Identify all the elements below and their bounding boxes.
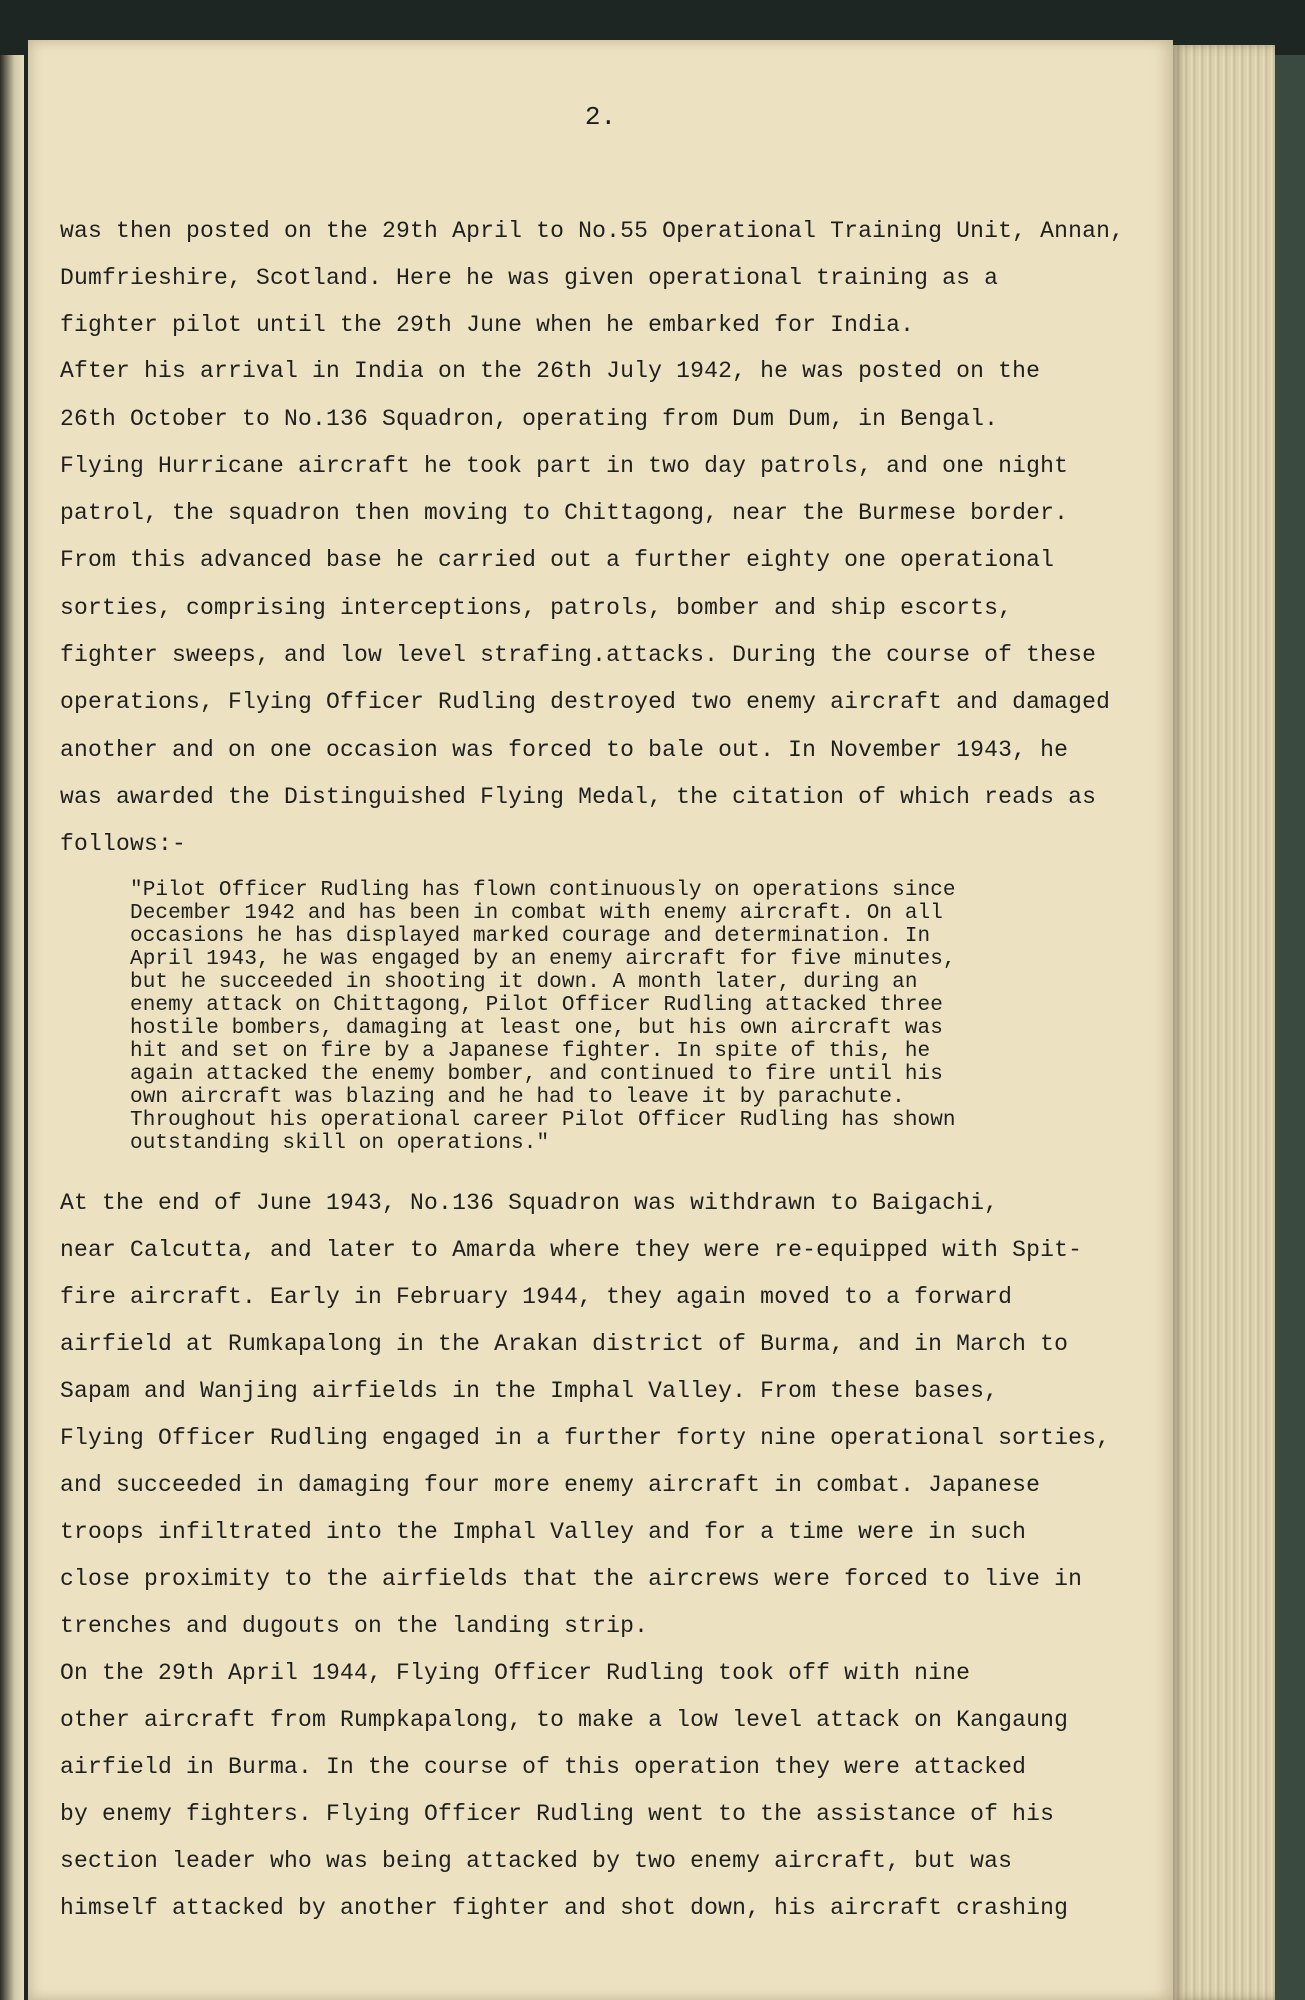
text-line: patrol, the squadron then moving to Chittagong, near the Burmese border. — [60, 500, 1069, 526]
page-number: 2. — [584, 102, 617, 132]
text-line: follows:- — [60, 831, 187, 857]
citation-line: December 1942 and has been in combat with enemy aircraft. On all — [130, 902, 943, 925]
text-line: near Calcutta, and later to Amarda where they were re-equipped with Spit- — [60, 1237, 1083, 1263]
text-line: From this advanced base he carried out a further eighty one operational — [60, 547, 1055, 573]
text-line: section leader who was being attacked by two enemy aircraft, but was — [60, 1848, 1013, 1874]
text-line: and succeeded in damaging four more enemy aircraft in combat. Japanese — [60, 1472, 1041, 1498]
document-page — [28, 40, 1173, 2000]
citation-line: Throughout his operational career Pilot Officer Rudling has shown — [130, 1109, 956, 1132]
citation-line: outstanding skill on operations." — [130, 1132, 550, 1155]
text-line: Sapam and Wanjing airfields in the Imphal Valley. From these bases, — [60, 1378, 999, 1404]
text-line: himself attacked by another fighter and shot down, his aircraft crashing — [60, 1895, 1069, 1921]
text-line: On the 29th April 1944, Flying Officer Rudling took off with nine — [60, 1660, 971, 1686]
citation-line: hostile bombers, damaging at least one, but his own aircraft was — [130, 1017, 943, 1040]
text-line: operations, Flying Officer Rudling destroyed two enemy aircraft and damaged — [60, 689, 1111, 715]
text-line: fire aircraft. Early in February 1944, they again moved to a forward — [60, 1284, 1013, 1310]
citation-line: enemy attack on Chittagong, Pilot Officer Rudling attacked three — [130, 994, 943, 1017]
text-line: by enemy fighters. Flying Officer Rudling went to the assistance of his — [60, 1801, 1055, 1827]
text-line: was awarded the Distinguished Flying Medal, the citation of which reads as — [60, 784, 1097, 810]
text-line: Dumfrieshire, Scotland. Here he was given operational training as a — [60, 265, 999, 291]
text-line: Flying Officer Rudling engaged in a further forty nine operational sorties, — [60, 1425, 1111, 1451]
text-line: fighter pilot until the 29th June when he embarked for India. — [60, 312, 915, 338]
text-line: After his arrival in India on the 26th July 1942, he was posted on the — [60, 358, 1041, 384]
citation-line: April 1943, he was engaged by an enemy aircraft for five minutes, — [130, 948, 956, 971]
text-line: airfield in Burma. In the course of this operation they were attacked — [60, 1754, 1027, 1780]
text-line: Flying Hurricane aircraft he took part in two day patrols, and one night — [60, 453, 1069, 479]
text-line: troops infiltrated into the Imphal Valley and for a time were in such — [60, 1519, 1027, 1545]
book-cover-edge — [1275, 55, 1305, 2000]
text-line: was then posted on the 29th April to No.55 Operational Training Unit, Annan, — [60, 218, 1125, 244]
text-line: close proximity to the airfields that the aircrews were forced to live in — [60, 1566, 1083, 1592]
citation-line: own aircraft was blazing and he had to leave it by parachute. — [130, 1086, 905, 1109]
citation-line: "Pilot Officer Rudling has flown continuously on operations since — [130, 879, 956, 902]
citation-line: occasions he has displayed marked courage and determination. In — [130, 925, 931, 948]
left-page-edge — [0, 55, 24, 2000]
text-line: fighter sweeps, and low level strafing.attacks. During the course of these — [60, 642, 1097, 668]
citation-line: hit and set on fire by a Japanese fighter. In spite of this, he — [130, 1040, 931, 1063]
text-line: At the end of June 1943, No.136 Squadron was withdrawn to Baigachi, — [60, 1190, 999, 1216]
text-line: sorties, comprising interceptions, patrols, bomber and ship escorts, — [60, 595, 1013, 621]
citation-line: but he succeeded in shooting it down. A month later, during an — [130, 971, 918, 994]
text-line: another and on one occasion was forced to bale out. In November 1943, he — [60, 737, 1069, 763]
text-line: other aircraft from Rumpkapalong, to make a low level attack on Kangaung — [60, 1707, 1069, 1733]
text-line: 26th October to No.136 Squadron, operating from Dum Dum, in Bengal. — [60, 406, 999, 432]
citation-line: again attacked the enemy bomber, and continued to fire until his — [130, 1063, 943, 1086]
text-line: trenches and dugouts on the landing strip. — [60, 1613, 649, 1639]
text-line: airfield at Rumkapalong in the Arakan district of Burma, and in March to — [60, 1331, 1069, 1357]
page-stack-edges — [1173, 45, 1275, 2000]
